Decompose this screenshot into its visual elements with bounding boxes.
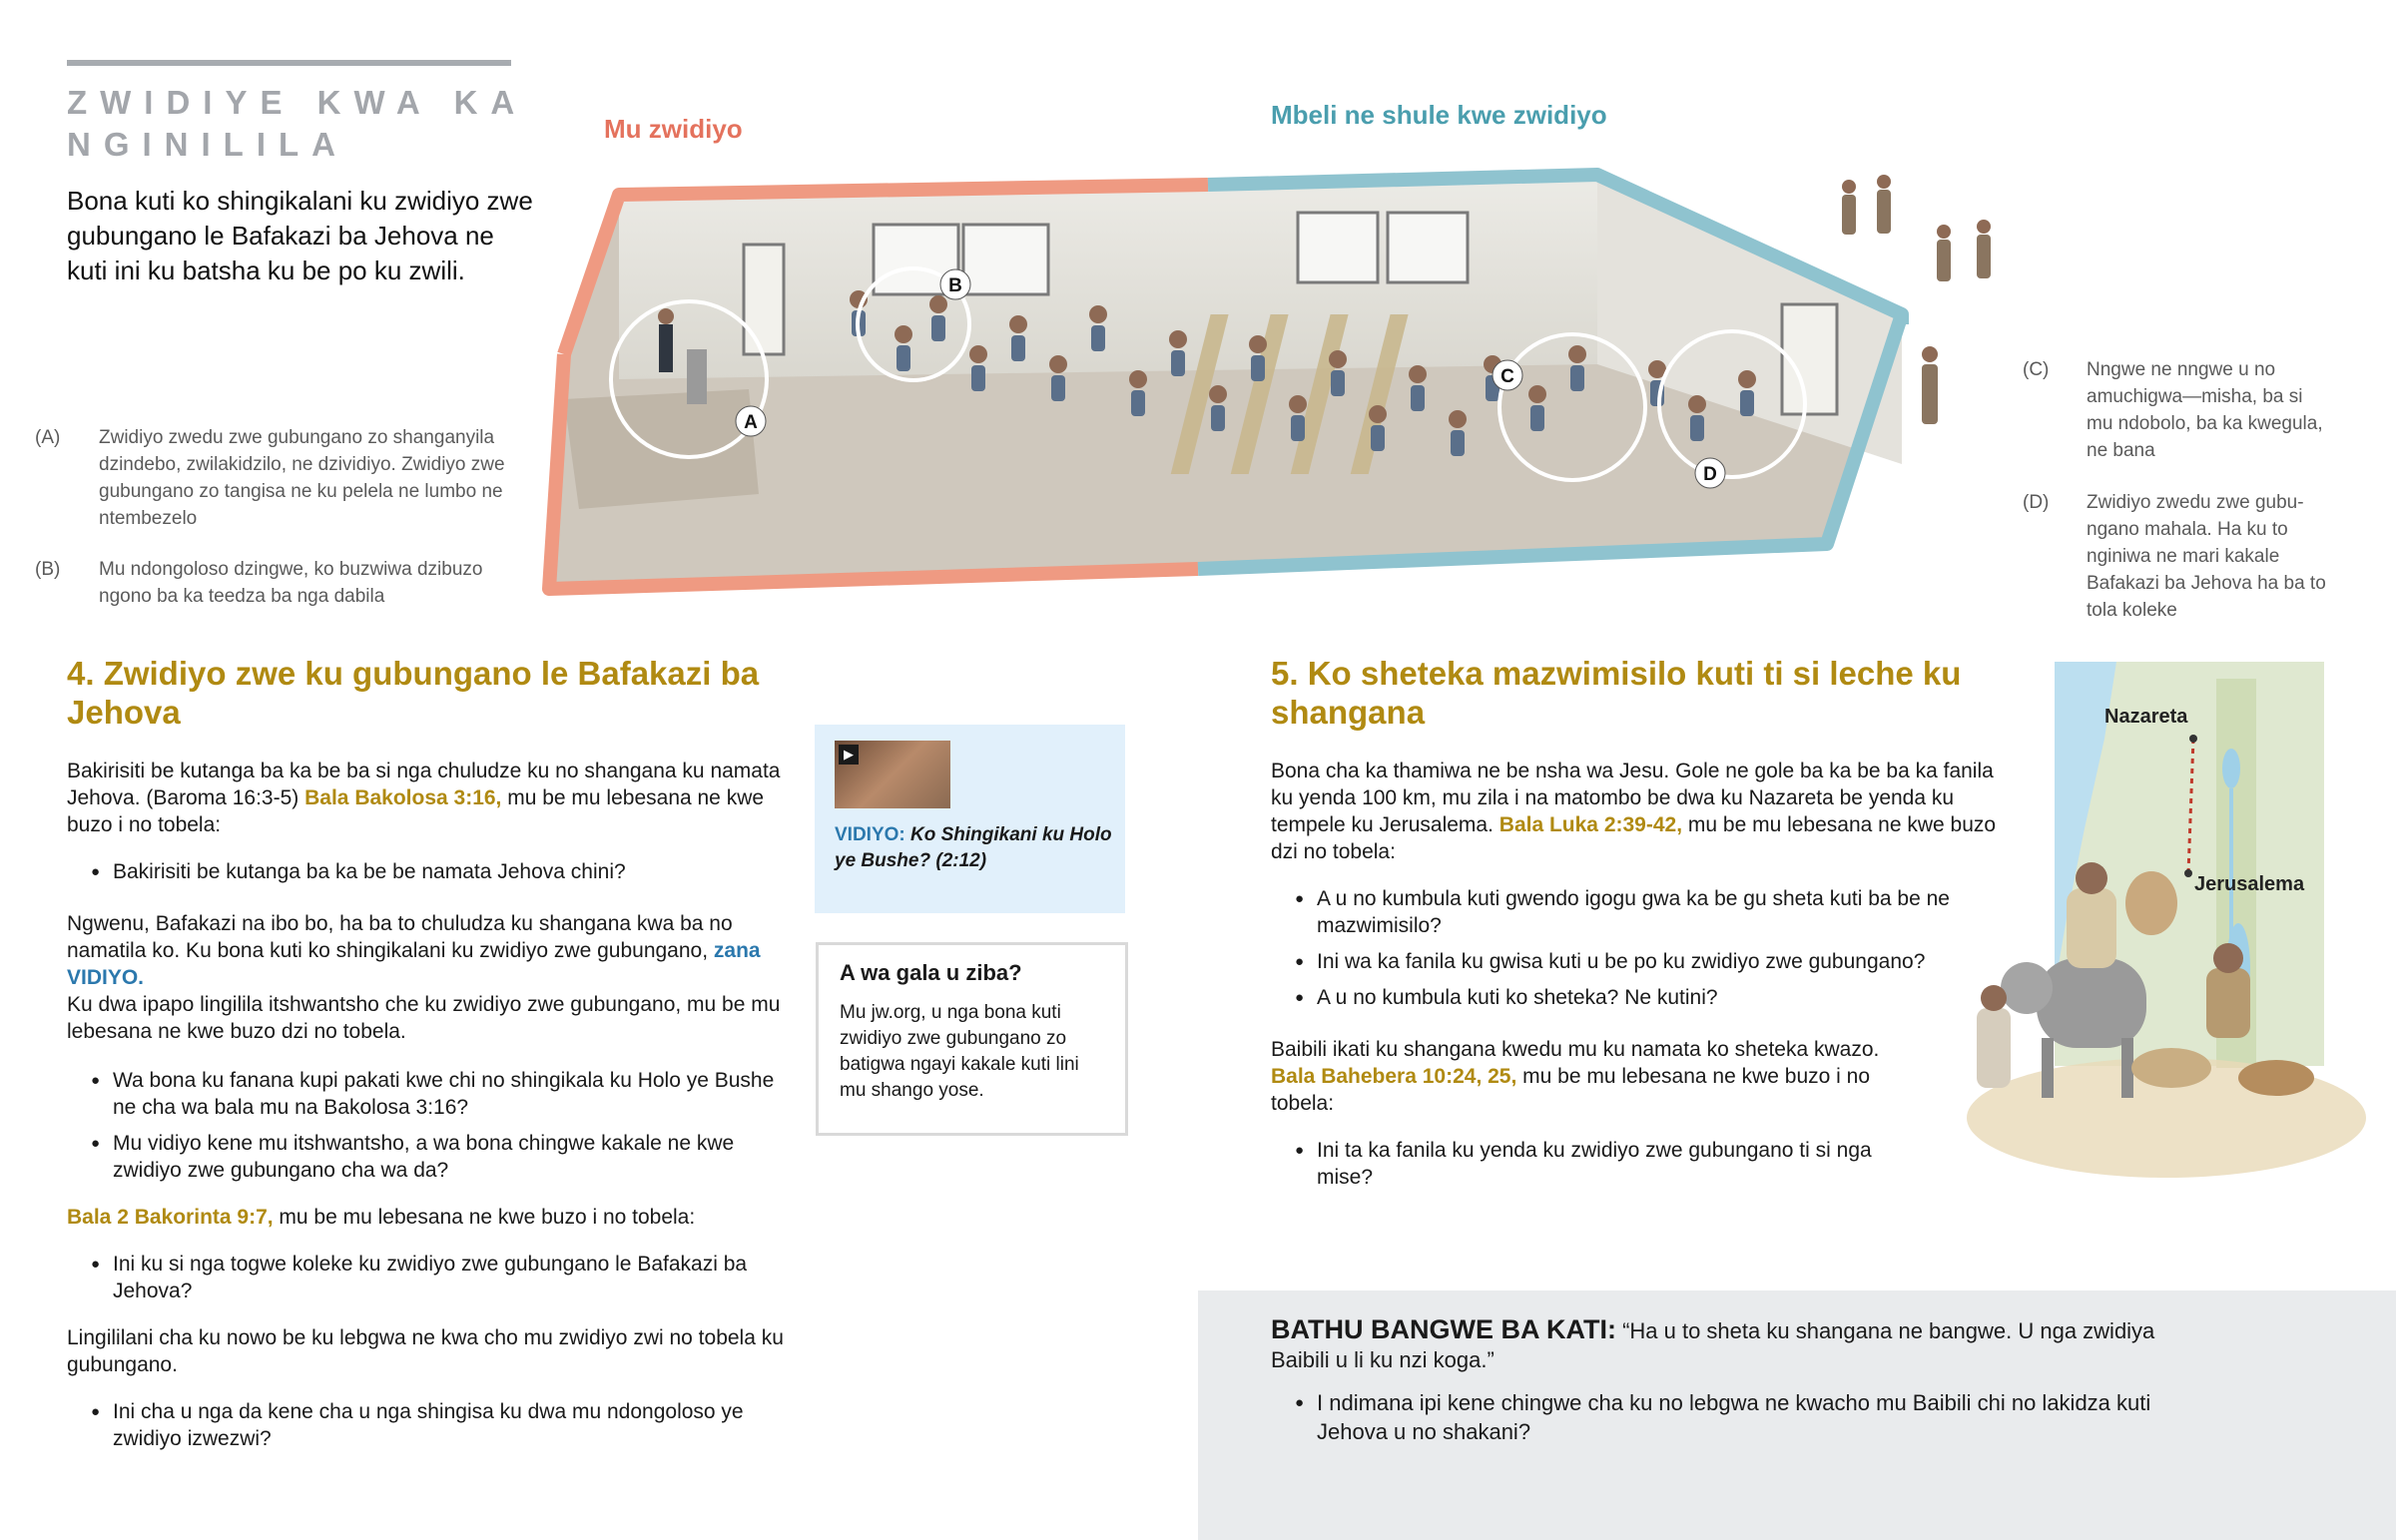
- question-item: ● A u no kumbula kuti gwendo igogu gwa ka be gu sheta kuti ba be ne mazwimisilo?: [1271, 885, 1970, 939]
- question-item: ● A u no kumbula kuti ko sheteka? Ne kutini?: [1271, 984, 1970, 1011]
- section5-body: [1271, 758, 2010, 1191]
- scripture-colossians[interactable]: Bala Bakolosa 3:16,: [304, 786, 502, 809]
- section4-body: [67, 758, 786, 1452]
- section5-heading: 5. Ko sheteka mazwimisilo kuti ti si leche ku shangana: [1271, 655, 1962, 731]
- kingdom-hall-illustration: [519, 165, 2037, 604]
- donkey: [2037, 958, 2146, 1048]
- question-item: ● I ndimana ipi kene chingwe cha ku no lebgwa ne kwacho mu Baibili chi no lakidza kuti Jehova u no shakani?: [1271, 1388, 2199, 1446]
- scripture-2-corinthians[interactable]: Bala 2 Bakorinta 9:7,: [67, 1206, 274, 1229]
- stage: [564, 389, 759, 509]
- section4-paragraph-2: Ngwenu, Bafakazi na ibo bo, ha ba to chuludza ku shangana kwa ba no namatila ko. Ku bona kuti ko shingikalani ku zwidiyo zwe gubungano, zana VIDIYO. Ku dwa ipapo lingilila itshwantsho che ku zwidiyo zwe gubungano, mu be mu lebesana ne kwe buzo dzi no tobela.: [67, 912, 781, 1043]
- section-kicker: ZWIDIYE KWA KA NGINILILA: [67, 84, 527, 163]
- others-say-text: [1271, 1315, 2199, 1446]
- section5-paragraph-1: Bona cha ka thamiwa ne be nsha wa Jesu. Gole ne gole ba ka be ba ka fanila ku yenda 100 km, mu zila i na matombo be dwa ku Nazareta be yenda ku tempele ku Jerusalema. Bala Luka 2:39-42, mu be mu lebesana ne kwe buzo dzi no tobela:: [1271, 760, 1997, 863]
- label-during-meeting: Mu zwidiyo: [604, 114, 743, 144]
- question-item: ● Wa bona ku fanana kupi pakati kwe chi no shingikala ku Holo ye Bushe ne cha wa bala mu na Bakolosa 3:16?: [67, 1067, 786, 1121]
- question-item: ● Bakirisiti be kutanga ba ka be be namata Jehova chini?: [67, 858, 786, 885]
- caption-b: (B) Mu ndongoloso dzingwe, ko buzwiwa dzibuzo ngono ba ka teedza ba nga dabila: [35, 559, 483, 607]
- video-link[interactable]: zana VIDIYO.: [67, 939, 761, 989]
- section4-paragraph-3: Bala 2 Bakorinta 9:7, mu be mu lebesana ne kwe buzo i no tobela:: [67, 1206, 696, 1229]
- marker-d: D: [1703, 464, 1717, 485]
- question-item: ● Ini ta ka fanila ku yenda ku zwidiyo zwe gubungano ti si nga mise?: [1271, 1137, 1890, 1191]
- did-you-know-body: Mu jw.org, u nga bona kuti zwidiyo zwe gubungano zo batigwa ngayi kakale kuti lini mu shango yose.: [840, 1002, 1079, 1101]
- header-rule: [67, 60, 511, 66]
- marker-a: A: [744, 412, 758, 433]
- question-item: ● Ini wa ka fanila ku gwisa kuti u be po ku zwidiyo zwe gubungano?: [1271, 948, 1970, 975]
- scripture-luke[interactable]: Bala Luka 2:39-42,: [1498, 813, 1683, 836]
- section4-heading: 4. Zwidiyo zwe ku gubungano le Bafakazi ba Jehova: [67, 655, 760, 731]
- section4-paragraph-1: Bakirisiti be kutanga ba ka be ba si nga chuludze ku no shangana ku namata Jehova. (Baroma 16:3-5) Bala Bakolosa 3:16, mu be mu lebesana ne kwe buzo i no tobela:: [67, 760, 781, 836]
- map-label-jerusalem: Jerusalema: [2194, 873, 2305, 895]
- question-item: ● Ini cha u nga da kene cha u nga shingisa ku dwa mu ndongoloso ye zwidiyo izwezwi?: [67, 1398, 786, 1452]
- caption-c: (C) Nngwe ne nngwe u no amuchigwa—misha, ba si mu ndobolo, ba ka kwegula, ne bana: [2023, 359, 2323, 461]
- marker-b: B: [948, 275, 962, 296]
- nazareth-dot: [2189, 735, 2197, 743]
- question-item: ● Mu vidiyo kene mu itshwantsho, a wa bona chingwe kakale ne kwe zwidiyo zwe gubungano cha wa da?: [67, 1130, 786, 1184]
- question-item: ● Ini ku si nga togwe koleke ku zwidiyo zwe gubungano le Bafakazi ba Jehova?: [67, 1251, 786, 1304]
- marker-c: C: [1500, 366, 1514, 387]
- caption-d: (D) Zwidiyo zwedu zwe gubungano mahala. Ha ku to nginiwa ne mari kakale Bafakazi ba Jehova ha ba to tola koleke: [2023, 492, 2326, 621]
- map-illustration: [1917, 659, 2376, 1248]
- section4-paragraph-4: Lingililani cha ku nowo be ku lebgwa ne kwa cho mu zwidiyo zwi no tobela ku gubungano.: [67, 1326, 784, 1376]
- intro-text: Bona kuti ko shingikalani ku zwidiyo zwe gubungano le Bafakazi ba Jehova ne kuti ini ku batsha ku be po ku zwili.: [67, 186, 533, 285]
- jerusalem-dot: [2184, 869, 2192, 877]
- map-label-nazareth: Nazareta: [2104, 706, 2188, 728]
- play-icon[interactable]: ▶: [839, 745, 859, 765]
- others-say-quote: BATHU BANGWE BA KATI: “Ha u to sheta ku shangana ne bangwe. U nga zwidiya Baibili u li ku nzi koga.”: [1271, 1314, 2155, 1372]
- did-you-know-title: A wa gala u ziba?: [840, 960, 1022, 985]
- section5-paragraph-2: Baibili ikati ku shangana kwedu mu ku namata ko sheteka kwazo. Bala Bahebera 10:24, 25, mu be mu lebesana ne kwe buzo i no tobela:: [1271, 1038, 1880, 1115]
- video-caption[interactable]: VIDIYO: Ko Shingikani ku Holo ye Bushe? (2:12): [835, 824, 1112, 871]
- label-before-after-meeting: Mbeli ne shule kwe zwidiyo: [1271, 100, 1607, 130]
- scripture-hebrews[interactable]: Bala Bahebera 10:24, 25,: [1271, 1065, 1517, 1088]
- caption-a: (A) Zwidiyo zwedu zwe gubungano zo shanganyila dzindebo, zwilakidzilo, ne dzividiyo. Zwidiyo zwe gubungano zo tangisa ne ku pelela ne lumbo ne ntembezelo: [35, 427, 505, 529]
